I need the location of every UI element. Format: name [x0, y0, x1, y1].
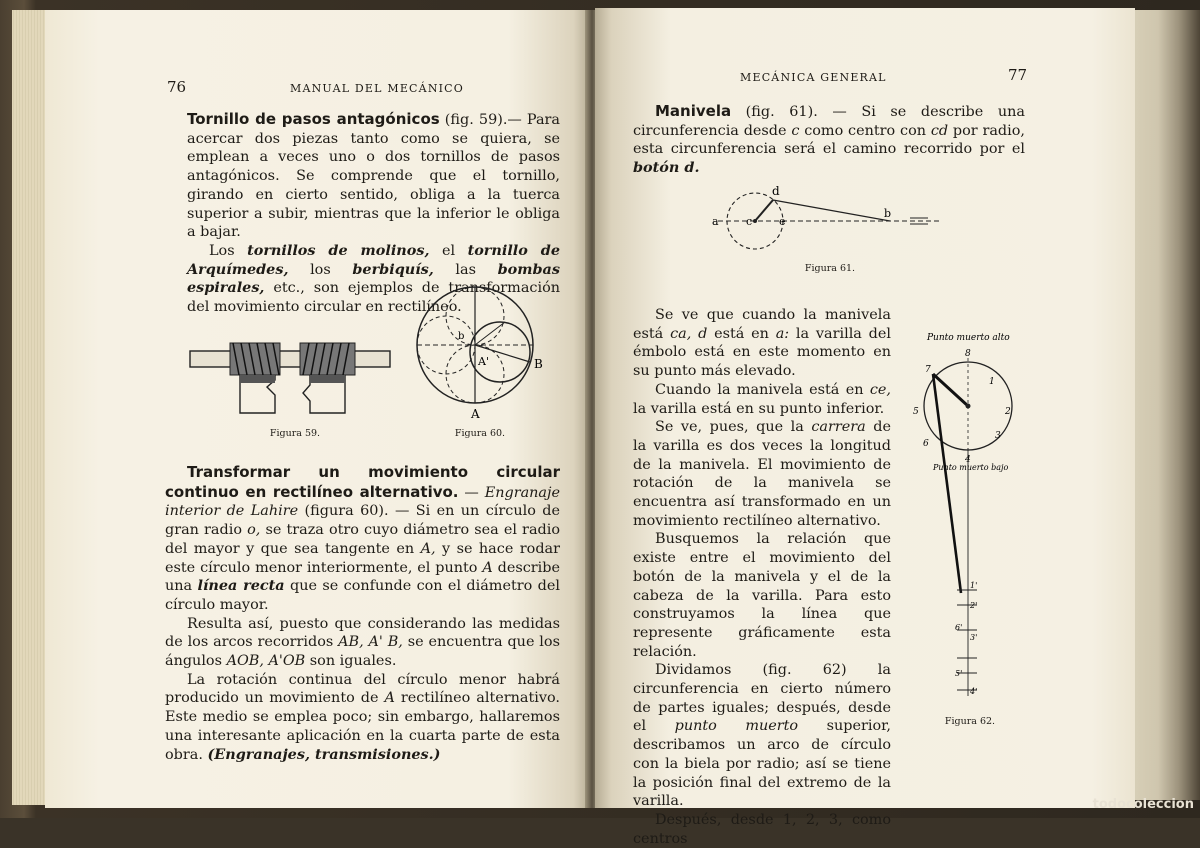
text: son iguales. — [305, 653, 397, 670]
text: La rotación continua del círculo menor habrá producido un movimiento de — [165, 671, 560, 707]
fig60-label-b: b — [458, 331, 465, 342]
heading-transformar: Transformar un movimiento circular continuo en rectilíneo alternativo. — [165, 463, 560, 501]
fig61-label-c: c — [746, 215, 753, 228]
text: superior, describamos un arco de círculo con la biela por radio; así se tiene la posición final del extremo de la varilla. — [633, 718, 891, 810]
text-italic: ce, — [869, 381, 891, 398]
text: la varilla del émbolo está en este momento en su punto más elevado. — [633, 325, 891, 380]
text-italic: AOB, A'OB — [226, 653, 306, 670]
fig62-label-6: 6 — [923, 439, 929, 449]
text: Se ve, pues, que la — [655, 419, 812, 436]
text-italic: A — [482, 559, 493, 576]
text: el — [429, 242, 468, 259]
fig62-label-2p: 2' — [970, 601, 978, 610]
fig62-label-3p: 3' — [970, 633, 978, 642]
text: la varilla está en su punto inferior. — [633, 400, 885, 417]
fig61-label-e: e — [779, 215, 786, 228]
fig61-label-d: d — [772, 184, 780, 198]
text: etc., son ejemplos de transformación del movimiento circular en rectilíneo. — [187, 280, 560, 316]
text: Resulta así, puesto que considerando las medidas de los arcos recorridos — [165, 615, 560, 651]
text-italic: tornillos de molinos, — [247, 241, 430, 259]
fig62-label-2: 2 — [1005, 407, 1011, 417]
figure-60-drawing — [410, 280, 550, 420]
figure-61-drawing — [710, 183, 950, 258]
text-italic: berbiquís, — [352, 260, 434, 278]
text: — — [458, 484, 485, 501]
text: (figura 60). — Si en un círculo de gran radio — [165, 503, 560, 539]
text-italic: AB, A' B, — [338, 634, 403, 651]
text-italic: línea recta — [197, 577, 285, 595]
fig62-label-4p: 4' — [970, 687, 978, 696]
fig62-label-1p: 1' — [970, 581, 978, 590]
fig60-label-B: B — [534, 357, 543, 371]
heading-manivela: Manivela — [655, 102, 732, 120]
fig62-label-6p: 6' — [955, 623, 963, 632]
text-italic: botón d. — [633, 159, 700, 177]
right-page — [595, 8, 1135, 847]
text: Dividamos (fig. 62) la circunferencia en cierto número de partes iguales; después, desde el — [633, 662, 891, 735]
text-italic: o, — [247, 522, 261, 539]
running-header-left: MANUAL DEL MECÁNICO — [290, 82, 465, 95]
text-italic: A — [384, 690, 395, 707]
text: y se hace rodar este círculo menor interiormente, el punto — [165, 540, 560, 576]
text: de la varilla es dos veces la longitud de la manivela. El movimiento de rotación de la manivela se encuentra así transformado en un movimiento rectilíneo alternativo. — [633, 419, 891, 529]
text-italic: bombas espirales, — [187, 260, 560, 297]
text: como centro con — [799, 122, 931, 139]
fig62-label-7: 7 — [925, 365, 931, 375]
text: se traza otro cuyo diámetro sea el radio del mayor y que sea tangente en — [165, 522, 560, 557]
fig62-label-8: 8 — [965, 349, 971, 359]
page-number-right: 77 — [1008, 66, 1028, 84]
right-body — [633, 306, 891, 848]
text: Los — [209, 242, 248, 259]
text-italic: c — [791, 122, 800, 139]
page-number-left: 76 — [167, 78, 187, 96]
left-section-2 — [165, 463, 560, 764]
fig62-label-5: 5 — [913, 407, 919, 417]
fig62-label-1: 1 — [989, 377, 995, 387]
figure-59-caption: Figura 59. — [269, 428, 321, 439]
paragraph-text: (fig. 59).— Para acercar dos piezas tanto como se quiera, se emplean a veces uno o dos tornillos de pasos antagónicos. Se comprende que el tornillo, girando en cierto sentido, obliga a la tuerca superior a subir, mientras que la inferior le obliga a bajar. — [187, 112, 560, 241]
text-italic: punto muerto — [674, 718, 799, 735]
figure-62-caption: Figura 62. — [944, 716, 996, 727]
text-italic: cd — [930, 122, 949, 139]
text: que se confunde con el diámetro del círculo mayor. — [165, 578, 560, 613]
text: Se ve que cuando la manivela está — [633, 307, 891, 342]
text: los — [288, 261, 353, 278]
fig62-label-3: 3 — [995, 431, 1001, 441]
fig60-label-A: A — [471, 407, 480, 421]
text: Cuando la manivela está en — [655, 381, 870, 398]
text: está en — [707, 325, 776, 342]
paragraph-busquemos: Busquemos la relación que existe entre el movimiento del botón de la manivela y el de la cabeza de la varilla. Para esto construyamos la línea que represente gráficamente esta relación. — [633, 531, 891, 660]
fig62-label-4: 4 — [965, 455, 971, 465]
fig61-label-a: a — [712, 215, 719, 228]
text: describe una — [165, 559, 560, 595]
right-page-edges — [1130, 10, 1200, 800]
fig62-label-top: Punto muerto alto — [927, 333, 1010, 343]
text-italic: carrera — [811, 419, 866, 436]
text-italic: a: — [775, 325, 790, 342]
figure-59-drawing — [185, 325, 395, 420]
fig61-label-b: b — [884, 207, 892, 220]
left-page — [45, 10, 590, 808]
text-italic: A, — [420, 540, 436, 557]
fig60-label-a-prime: A' — [478, 355, 489, 368]
paragraph-despues: Después, desde 1, 2, 3, como centros — [633, 811, 891, 847]
text-italic: ca, d — [670, 325, 708, 342]
fig62-label-5p: 5' — [955, 669, 963, 678]
right-section-1 — [633, 102, 1025, 178]
heading-tornillo: Tornillo de pasos antagónicos — [187, 110, 440, 128]
left-page-edges — [12, 10, 47, 805]
text: por radio, esta circunferencia será el camino recorrido por el — [633, 122, 1025, 158]
watermark: todocoleccion — [1092, 797, 1194, 812]
text-italic: (Engranajes, transmisiones.) — [207, 745, 441, 763]
fig62-label-bottom: Punto muerto bajo — [933, 463, 1009, 472]
text: rectilíneo alternativo. Este medio se emplea poco; sin embargo, hallaremos una interesante aplicación en la cuarta parte de esta obra. — [165, 690, 561, 763]
figure-62-drawing — [905, 328, 1035, 713]
figure-61-caption: Figura 61. — [804, 263, 856, 274]
text: (fig. 61). — Si se describe una circunferencia desde — [633, 104, 1025, 139]
figure-60-caption: Figura 60. — [454, 428, 506, 439]
text-italic: Engranaje interior de Lahire — [165, 484, 560, 520]
text: se encuentra que los ángulos — [165, 634, 560, 670]
text-italic: tornillo de Arquímedes, — [187, 241, 560, 278]
text: las — [433, 261, 498, 278]
running-header-right: MECÁNICA GENERAL — [740, 71, 887, 84]
